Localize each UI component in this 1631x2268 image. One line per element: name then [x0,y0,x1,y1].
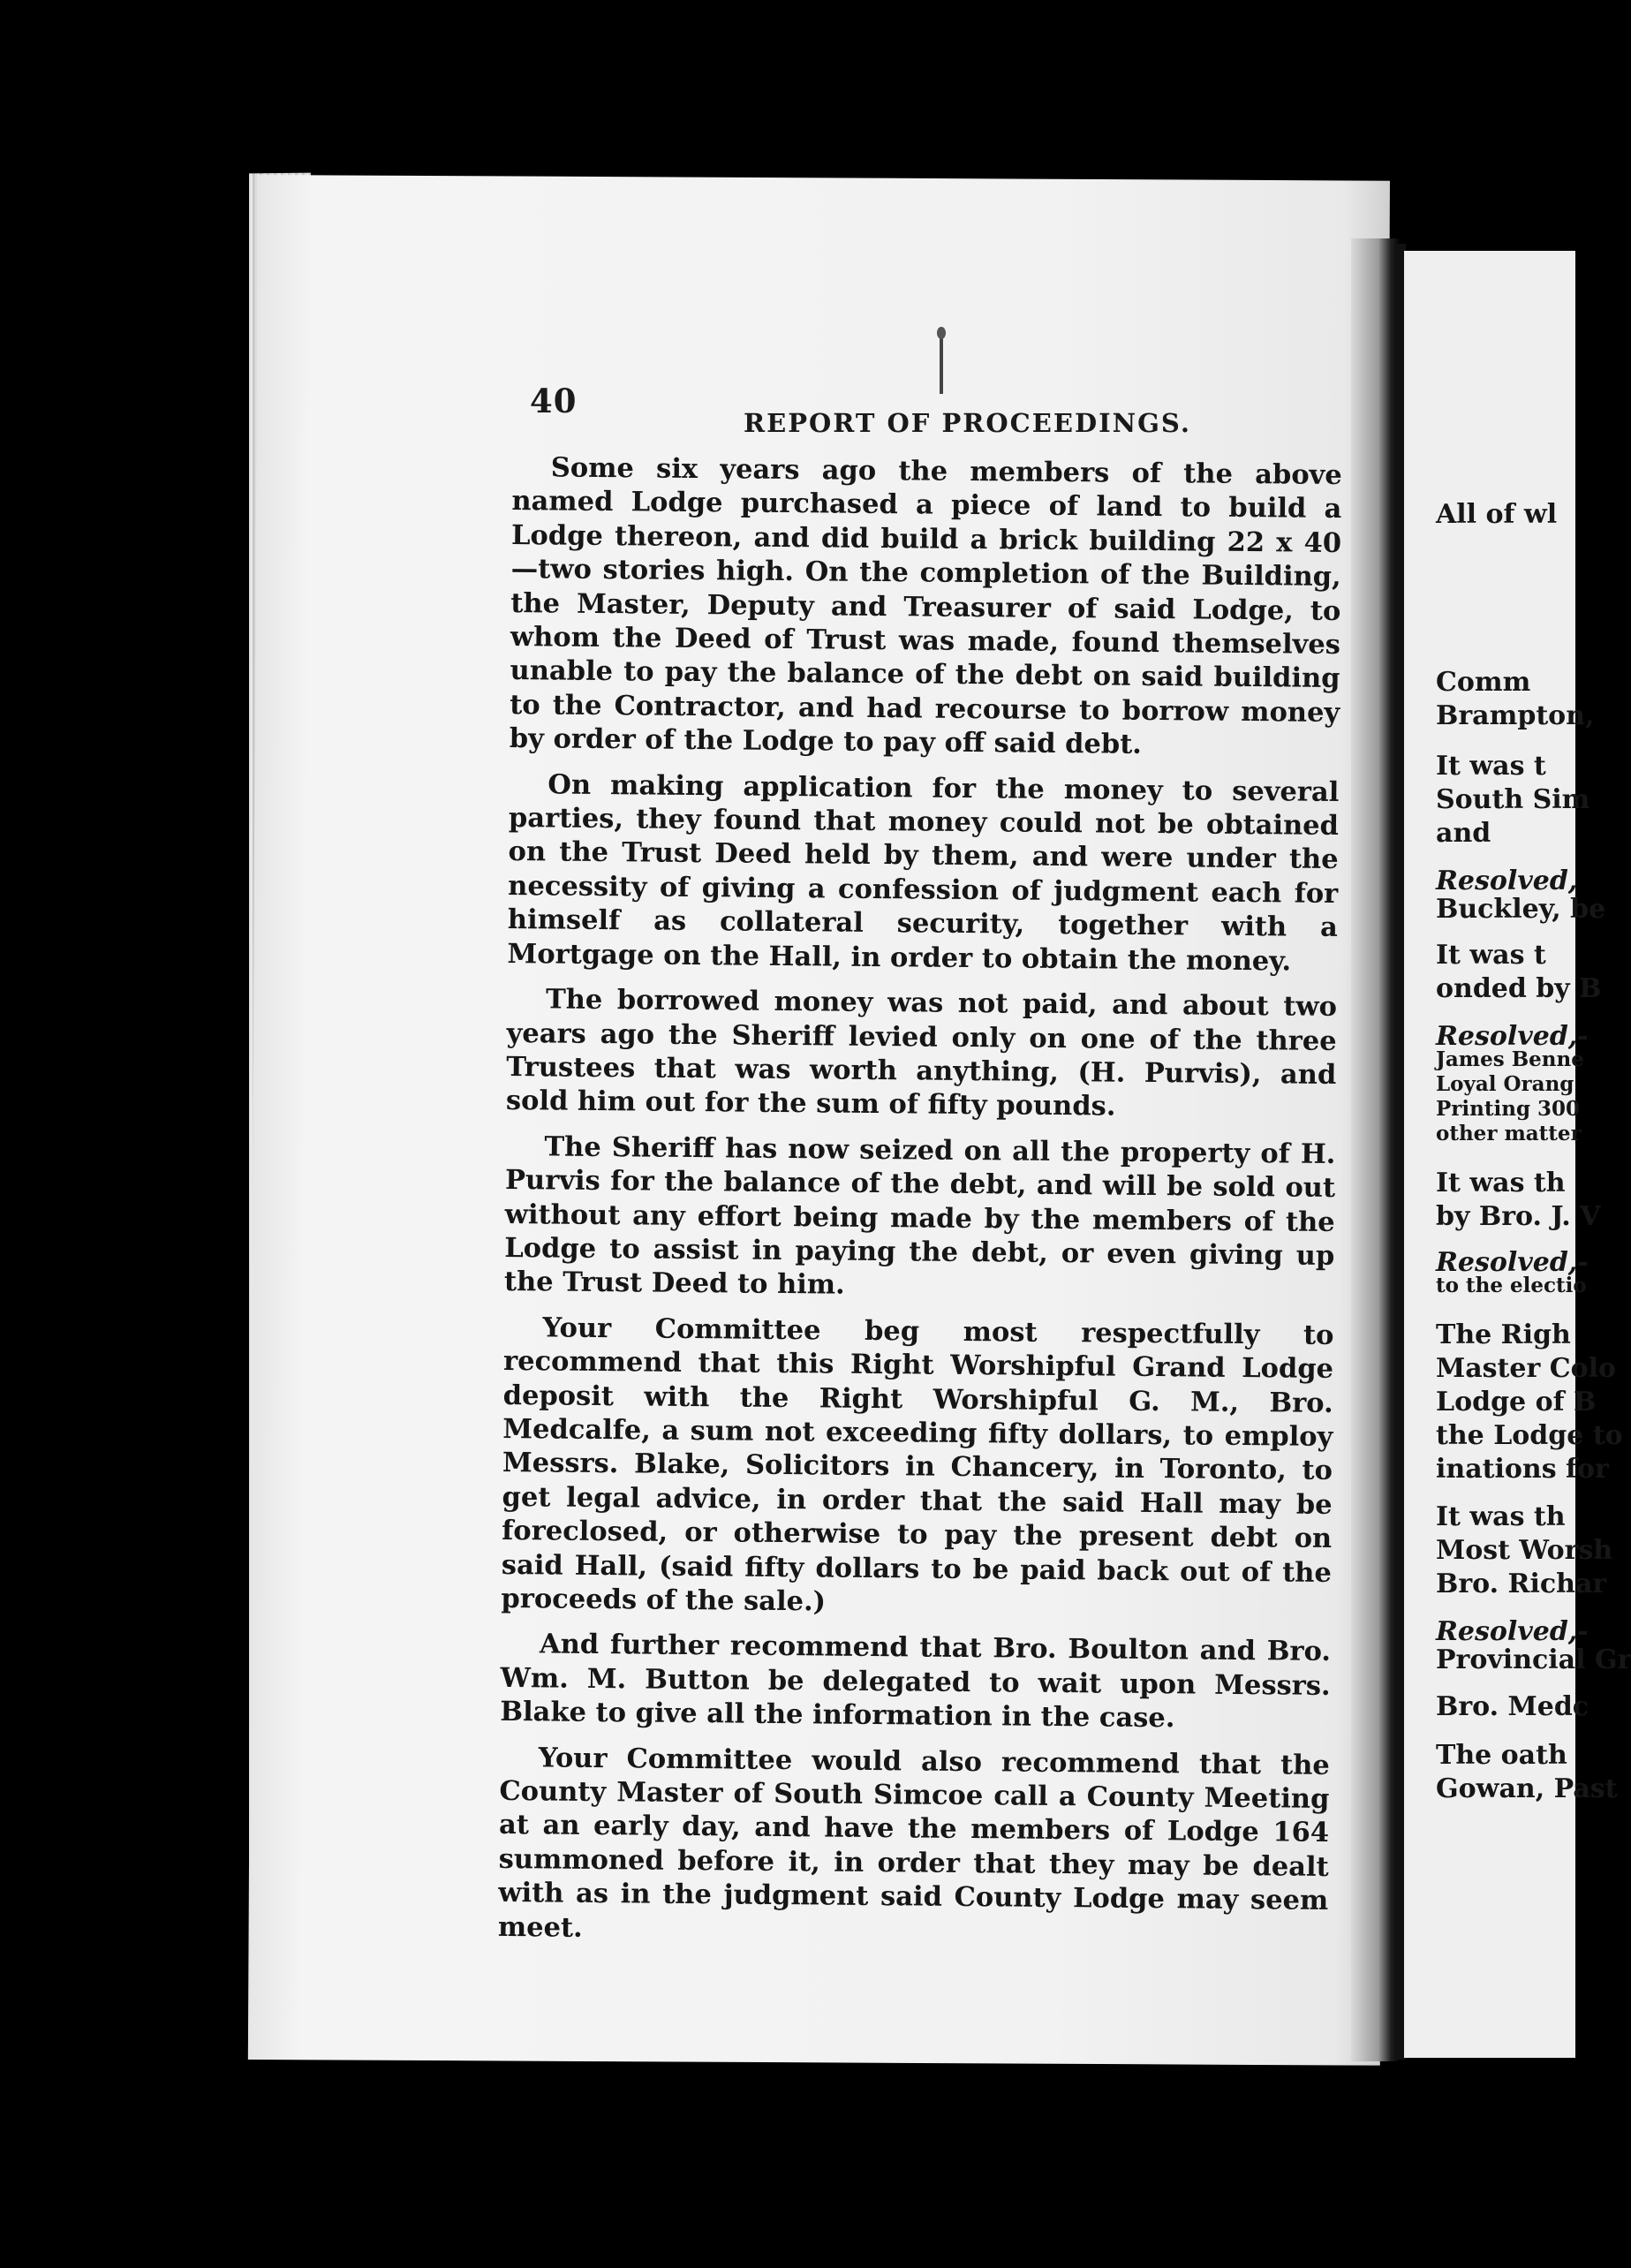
body-text [498,450,1342,1963]
paragraph: Your Committee beg most respectfully to recommend that this Right Worshipful Grand Lodge deposit with the Right Worshipful G. M., Bro. Medcalfe, a sum not exceeding fifty dollars, to employ Messrs. Blake, Solicitors in Chancery, in Toronto, to get legal advice, in order that the said Hall may be foreclosed, or otherwise to pay the present debt on said Hall, (said fifty dollars to be paid back out of the proceeds of the sale.) [501,1312,1334,1618]
paragraph: Some six years ago the members of the above named Lodge purchased a piece of land to build a Lodge thereon, and did build a brick building 22 x 40—two stories high. On the completion of the Building, the Master, Deputy and Treasurer of said Lodge, to whom the Deed of Trust was made, found themselves unable to pay the balance of the debt on said building to the Contractor, and had recourse to borrow money by order of the Lodge to pay off said debt. [509,451,1342,761]
right-page-line: James Benne [1436,1047,1584,1071]
paragraph: The borrowed money was not paid, and about two years ago the Sheriff levied only on one of the three Trustees that was worth anything, (H. Purvis), and sold him out for the sum of fifty pounds. [505,983,1338,1123]
right-page-line: Printing 300 [1436,1097,1581,1121]
right-page-line: Most Worsh [1436,1535,1613,1566]
right-page-line: All of wl [1436,499,1558,530]
right-page-line: It was t [1436,751,1546,782]
right-page-line: to the electio [1436,1274,1587,1297]
right-page-line: Buckley, be [1436,894,1606,925]
binding-thread-mark [940,336,943,394]
right-page-line: Resolved,- [1436,1247,1589,1278]
right-page-line: inations for [1436,1454,1609,1485]
page-number: 40 [530,382,578,420]
right-page-line: Loyal Orang [1436,1072,1574,1096]
right-page-line: The Righ [1436,1319,1571,1350]
right-page-line: Bro. Medc [1436,1691,1589,1722]
paragraph: And further recommend that Bro. Boulton and Bro. Wm. M. Button be delegated to wait upon Messrs. Blake to give all the information in the case. [500,1628,1332,1735]
running-head: REPORT OF PROCEEDINGS. [744,408,1191,438]
right-page-line: by Bro. J. V [1436,1201,1601,1232]
right-page-line: Comm [1436,667,1531,698]
right-page-line: Provincial Gr [1436,1644,1631,1675]
right-page-line: It was th [1436,1168,1566,1198]
paragraph: The Sheriff has now seized on all the property of H. Purvis for the balance of the debt, and will be sold out without any effort being made by the members of the Lodge to assist in paying the debt, or even giving up the Trust Deed to him. [503,1130,1336,1302]
right-page-line: other matter [1436,1122,1582,1145]
right-page-line: Bro. Richar [1436,1569,1607,1599]
right-page-line: It was th [1436,1501,1566,1532]
right-page-line: onded by B [1436,973,1602,1004]
right-page-line: Lodge of B [1436,1387,1597,1418]
right-page-line: the Lodge to [1436,1420,1623,1451]
paragraph: Your Committee would also recommend that the County Master of South Simcoe call a County Meeting at an early day, and have the members of Lodge 164 summoned before it, in order that they may be dealt with as in the judgment said County Lodge may seem meet. [497,1741,1330,1944]
right-page-line: Resolved,- [1436,1616,1589,1647]
right-page-line: South Sim [1436,784,1590,815]
right-page-line: Brampton, [1436,700,1595,731]
right-page-line: and [1436,818,1491,849]
right-page-line: Resolved,- [1436,1021,1589,1052]
paragraph: On making application for the money to several parties, they found that money could not be obtained on the Trust Deed held by them, and were under the necessity of giving a confession of judgment each for himself as collateral security, together with a Mortgage on the Hall, in order to obtain the money. [507,768,1340,978]
right-page-line: Master Colo [1436,1353,1617,1384]
right-page-line: The oath [1436,1740,1567,1771]
right-page-line: Resolved, [1436,866,1578,896]
right-page-line: It was t [1436,940,1546,971]
right-page-line: Gowan, Past [1436,1773,1618,1804]
book-gutter [1351,238,1401,2061]
